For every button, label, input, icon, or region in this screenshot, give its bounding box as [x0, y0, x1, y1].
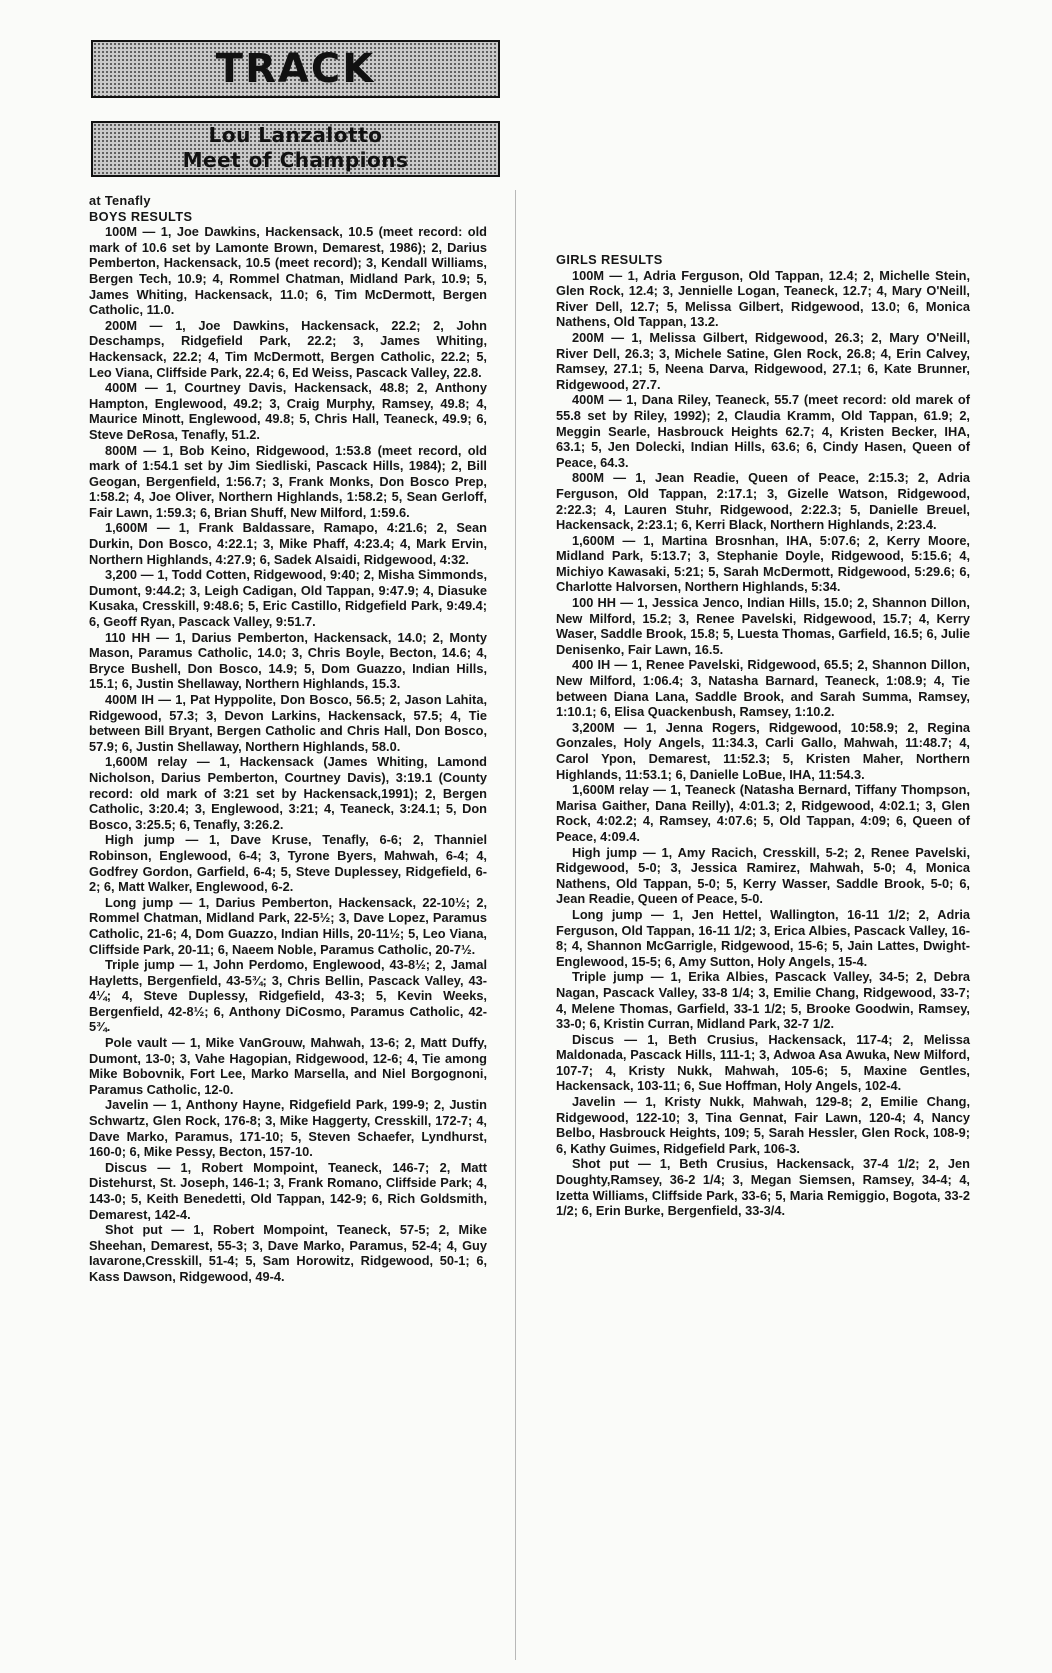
title-banner — [91, 40, 500, 98]
page-title: TRACK — [215, 46, 376, 92]
boys-event-1600m: 1,600M — 1, Frank Baldassare, Ramapo, 4:21.6; 2, Sean Durkin, Don Bosco, 4:22.1; 3, Mike Phaff, 4:23.4; 4, Mark Ervin, Northern Highlands, 4:27.9; 6, Sadek Alsaidi, Ridgewood, 4:32. — [89, 520, 487, 567]
boys-heading: BOYS RESULTS — [89, 208, 193, 224]
girls-event-shot-put: Shot put — 1, Beth Crusius, Hackensack, 37-4 1/2; 2, Jen Doughty,Ramsey, 36-2 1/4; 3, Megan Siemsen, Ramsey, 34-4; 4, Izetta Williams, Cliffside Park, 33-6; 5, Maria Remiggio, Bogota, 33-2 1/2; 6, Erin Burke, Bergenfield, 33-3/4. — [556, 1156, 970, 1219]
boys-event-400m: 400M — 1, Courtney Davis, Hackensack, 48.8; 2, Anthony Hampton, Englewood, 49.2; 3, Craig Murphy, Ramsey, 49.8; 4, Maurice Minott, Englewood, 49.8; 5, Chris Hall, Teaneck, 49.9; 6, Steve DeRosa, Tenafly, 51.2. — [89, 380, 487, 442]
boys-event-discus: Discus — 1, Robert Mompoint, Teaneck, 146-7; 2, Matt Distehurst, St. Joseph, 146-1; 3, Frank Romano, Cliffside Park; 4, 143-0; 5, Keith Benedetti, Old Tappan, 142-9; 6, Rich Goldsmith, Demarest, 142-4. — [89, 1159, 487, 1222]
boys-event-110hh: 110 HH — 1, Darius Pemberton, Hackensack, 14.0; 2, Monty Mason, Paramus Catholic, 14.0; 3, Chris Boyle, Becton, 14.6; 4, Bryce Bushell, Don Bosco, 14.9; 5, Dom Guazzo, Indian Hills, 15.1; 6, Justin Shellaway, Northern Highlands, 15.3. — [89, 629, 487, 692]
girls-event-200m: 200M — 1, Melissa Gilbert, Ridgewood, 26.3; 2, Mary O'Neill, River Dell, 26.3; 3, Michele Satine, Glen Rock, 26.8; 4, Erin Calvey, Ramsey, 27.1; 5, Neena Darva, Ridgewood, 27.1; 6, Kate Brunner, Ridgewood, 27.7. — [556, 329, 970, 392]
subtitle-line-2: Meet of Champions — [182, 148, 409, 172]
subtitle-banner — [91, 121, 500, 177]
girls-event-800m: 800M — 1, Jean Readie, Queen of Peace, 2:15.3; 2, Adria Ferguson, Old Tappan, 2:17.1; 3, Gizelle Watson, Ridgewood, 2:22.3; 4, Lauren Stuhr, Ridgewood, 2:22.3; 5, Danielle Breuel, Hackensack, 2:23.1; 6, Kerri Black, Northern Highlands, 2:23.4. — [556, 470, 970, 533]
boys-event-3200: 3,200 — 1, Todd Cotten, Ridgewood, 9:40; 2, Misha Simmonds, Dumont, 9:44.2; 3, Leigh Cadigan, Old Tappan, 9:47.9; 4, Diasuke Kusaka, Cresskill, 9:48.6; 5, Eric Castillo, Ridgefield Park, 9:49.4; 6, Geoff Ryan, Pascack Valley, 9:51.7. — [89, 567, 487, 630]
girls-event-100m: 100M — 1, Adria Ferguson, Old Tappan, 12.4; 2, Michelle Stein, Glen Rock, 12.4; 3, Jennielle Logan, Teaneck, 12.7; 4, Mary O'Neill, River Dell, 12.7; 5, Melissa Gilbert, Ridgewood, 13.0; 6, Monica Nathens, Old Tappan, 13.2. — [556, 267, 970, 330]
boys-event-pole-vault: Pole vault — 1, Mike VanGrouw, Mahwah, 13-6; 2, Matt Duffy, Dumont, 13-0; 3, Vahe Hagopian, Ridgewood, 12-6; 4, Tie among Mike Bobovnik, Fort Lee, Marko Marsella, and Niel Borgognoni, Paramus Catholic, 12-0. — [89, 1035, 487, 1097]
girls-event-1600m: 1,600M — 1, Martina Brosnhan, IHA, 5:07.6; 2, Kerry Moore, Midland Park, 5:13.7; 3, Stephanie Doyle, Ridgewood, 5:15.6; 4, Michiyo Kawasaki, 5:21; 5, Sarah McDermott, Ridgewood, 5:29.6; 6, Charlotte Halvorsen, Northern Highlands, 5:34. — [556, 532, 970, 595]
girls-event-high-jump: High jump — 1, Amy Racich, Cresskill, 5-2; 2, Renee Pavelski, Ridgewood, 5-0; 3, Jessica Ramirez, Mahwah, 5-0; 4, Monica Nathens, Old Tappan, 5-0; 5, Kerry Wasser, Saddle Brook, 5-0; 6, Jean Readie, Queen of Peace, 5-0. — [556, 844, 970, 907]
girls-event-long-jump: Long jump — 1, Jen Hettel, Wallington, 16-11 1/2; 2, Adria Ferguson, Old Tappan, 16-11 1/2; 3, Erica Albies, Pascack Valley, 16-8; 4, Shannon McGarrigle, Ridgewood, 15-6; 5, Jain Lattes, Dwight-Englewood, 15-5; 6, Amy Sutton, Holy Angels, 15-4. — [556, 906, 970, 969]
girls-event-relay: 1,600M relay — 1, Teaneck (Natasha Bernard, Tiffany Thompson, Marisa Gaither, Dana Reilly), 4:01.3; 2, Ridgewood, 4:02.1; 3, Glen Rock, 4:02.2; 4, Ramsey, 4:07.6; 5, Old Tappan, 4:09; 6, Queen of Peace, 4:09.4. — [556, 782, 970, 844]
boys-column — [89, 193, 487, 1285]
girls-event-400ih: 400 IH — 1, Renee Pavelski, Ridgewood, 65.5; 2, Shannon Dillon, New Milford, 1:06.4; 3, Natasha Barnard, Teaneck, 1:08.9; 4, Tie between Diana Lana, Saddle Brook, and Sarah Summa, Ramsey, 1:10.1; 6, Elisa Quackenbush, Ramsey, 1:10.2. — [556, 657, 970, 720]
girls-event-discus: Discus — 1, Beth Crusius, Hackensack, 117-4; 2, Melissa Maldonada, Pascack Hills, 111-1; 3, Adwoa Asa Awuka, New Milford, 107-7; 4, Kristy Nukk, Mahwah, 105-6; 5, Maxine Gentles, Hackensack, 103-11; 6, Sue Hoffman, Holy Angels, 102-4. — [556, 1031, 970, 1094]
boys-event-high-jump: High jump — 1, Dave Kruse, Tenafly, 6-6; 2, Thanniel Robinson, Englewood, 6-4; 3, Tyrone Byers, Mahwah, 6-4; 4, Godfrey Gordon, Garfield, 6-4; 5, Steve Duplessey, Ridgefield, 6-2; 6, Matt Walker, Englewood, 6-2. — [89, 832, 487, 895]
location-label: at Tenafly — [89, 193, 151, 208]
girls-column — [556, 252, 970, 1219]
column-divider — [515, 190, 516, 1660]
boys-event-triple-jump: Triple jump — 1, John Perdomo, Englewood, 43-8½; 2, Jamal Hayletts, Bergenfield, 43-5¾; 3, Chris Bellin, Pascack Valley, 43-4¼; 4, Steve Duplessy, Ridgefield, 43-3; 5, Kevin Weeks, Bergenfield, 42-8½; 6, Anthony DiCosmo, Paramus Catholic, 42-5¾. — [89, 957, 487, 1035]
boys-event-long-jump: Long jump — 1, Darius Pemberton, Hackensack, 22-10½; 2, Rommel Chatman, Midland Park, 22-5½; 3, Dave Lopez, Paramus Catholic, 21-6; 4, Dom Guazzo, Indian Hills, 20-11½; 5, Leo Viana, Cliffside Park, 20-11; 6, Naeem Noble, Paramus Catholic, 20-7½. — [89, 894, 487, 957]
boys-event-100m: 100M — 1, Joe Dawkins, Hackensack, 10.5 (meet record: old mark of 10.6 set by Lamonte Brown, Demarest, 1986); 2, Darius Pemberton, Hackensack, 10.5 (meet record); 3, Kendall Williams, Bergen Tech, 10.9; 4, Rommel Chatman, Midland Park, 10.9; 5, James Whiting, Hackensack, 11.0; 6, Tim McDermott, Bergen Catholic, 11.0. — [89, 224, 487, 318]
boys-event-200m: 200M — 1, Joe Dawkins, Hackensack, 22.2; 2, John Deschamps, Ridgefield Park, 22.2; 3, James Whiting, Hackensack, 22.2; 4, Tim McDermott, Bergen Catholic, 22.2; 5, Leo Viana, Cliffside Park, 22.4; 6, Ed Weiss, Pascack Valley, 22.8. — [89, 317, 487, 380]
boys-event-javelin: Javelin — 1, Anthony Hayne, Ridgefield Park, 199-9; 2, Justin Schwartz, Glen Rock, 176-8; 3, Mike Haggerty, Cresskill, 172-7; 4, Dave Marko, Paramus, 171-10; 5, Steven Schaefer, Lyndhurst, 160-0; 6, Mike Pessy, Becton, 157-10. — [89, 1097, 487, 1160]
girls-event-3200m: 3,200M — 1, Jenna Rogers, Ridgewood, 10:58.9; 2, Regina Gonzales, Holy Angels, 11:34.3, Carli Gallo, Mahwah, 11:48.7; 4, Carol Ypon, Demarest, 11:52.3; 5, Kristen Maher, Northern Highlands, 11:53.1; 6, Danielle LoBue, IHA, 11:54.3. — [556, 719, 970, 782]
girls-event-triple-jump: Triple jump — 1, Erika Albies, Pascack Valley, 34-5; 2, Debra Nagan, Pascack Valley, 33-8 1/4; 3, Emilie Chang, Ridgewood, 33-7; 4, Melene Thomas, Garfield, 33-1 1/2; 5, Brooke Goodwin, Ramsey, 33-0; 6, Kristin Curran, Midland Park, 32-7 1/2. — [556, 969, 970, 1032]
boys-event-relay: 1,600M relay — 1, Hackensack (James Whiting, Lamond Nicholson, Darius Pemberton, Courtney Davis), 3:19.1 (County record: old mark of 3:21 set by Hackensack,1991); 2, Bergen Catholic, 3:20.4; 3, Englewood, 3:21; 4, Teaneck, 3:24.1; 5, Don Bosco, 3:25.5; 6, Tenafly, 3:26.2. — [89, 754, 487, 832]
girls-event-400m: 400M — 1, Dana Riley, Teaneck, 55.7 (meet record: old marek of 55.8 set by Riley, 1992); 2, Claudia Kramm, Old Tappan, 61.9; 2, Meggin Searle, Hasbrouck Heights 62.7; 4, Kristen Becker, IHA, 63.1; 5, Jen Dolecki, Indian Hills, 63.6; 6, Cindy Hasen, Queen of Peace, 64.3. — [556, 392, 970, 470]
girls-event-100hh: 100 HH — 1, Jessica Jenco, Indian Hills, 15.0; 2, Shannon Dillon, New Milford, 15.2; 3, Renee Pavelski, Ridgewood, 15.7; 4, Kerry Waser, Saddle Brook, 15.8; 5, Luesta Thomas, Garfield, 16.5; 6, Julie Denisenko, Fair Lawn, 16.5. — [556, 595, 970, 657]
boys-event-shot-put: Shot put — 1, Robert Mompoint, Teaneck, 57-5; 2, Mike Sheehan, Demarest, 55-3; 3, Dave Marko, Paramus, 52-4; 4, Guy Iavarone,Cresskill, 51-4; 5, Sam Horowitz, Ridgewood, 50-1; 6, Kass Dawson, Ridgewood, 49-4. — [89, 1222, 487, 1284]
girls-event-javelin: Javelin — 1, Kristy Nukk, Mahwah, 129-8; 2, Emilie Chang, Ridgewood, 122-10; 3, Tina Gennat, Fair Lawn, 120-4; 4, Nancy Belbo, Hasbrouck Heights, 109; 5, Sarah Hessler, Glen Rock, 108-9; 6, Kathy Guimes, Ridgefield Park, 106-3. — [556, 1094, 970, 1156]
subtitle-line-1: Lou Lanzalotto — [208, 123, 383, 147]
boys-event-400ih: 400M IH — 1, Pat Hyppolite, Don Bosco, 56.5; 2, Jason Lahita, Ridgewood, 57.3; 3, Devon Larkins, Hackensack, 57.5; 4, Tie between Bill Bryant, Bergen Catholic and Chris Hall, Don Bosco, 57.9; 6, Justin Shellaway, Northern Highlands, 58.0. — [89, 692, 487, 754]
girls-heading: GIRLS RESULTS — [556, 252, 663, 267]
boys-event-800m: 800M — 1, Bob Keino, Ridgewood, 1:53.8 (meet record, old mark of 1:54.1 set by Jim Siedliski, Pascack Hills, 1984); 2, Bill Geogan, Bergenfield, 1:56.7; 3, Frank Monks, Don Bosco Prep, 1:58.2; 4, Joe Oliver, Northern Highlands, 1:58.2; 5, Sean Gerloff, Fair Lawn, 1:59.3; 6, Brian Shuff, New Milford, 1:59.6. — [89, 442, 487, 520]
